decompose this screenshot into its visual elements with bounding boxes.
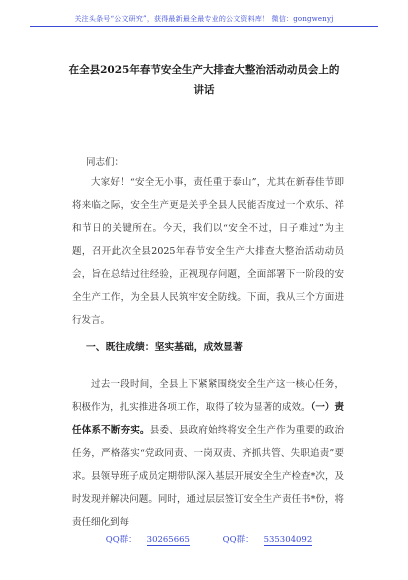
qq-group-2-number[interactable]: 535304092 [263,535,313,545]
paragraph-responsibility: 县委、县政府始终将安全生产作为重要的政治任务，严格落实“党政同责、一岗双责、齐抓共管、失职追责”要求。县领导班子成员定期带队深入基层开展安全生产检查*次，及时发现并解决问题。同时，通过层层签订安全生产责任书*份，将责任细化到每 [72,425,344,528]
footer-banner [0,533,408,545]
paragraph-achievements: 过去一段时间，全县上下紧紧围绕安全生产这一核心任务，积极作为，扎实推进各项工作，取得了较为显著的成效。 [72,379,344,413]
title-line-1: 在全县2025年春节安全生产大排查大整治活动动员会上的 [68,64,340,76]
qq-group-1-number[interactable]: 30265665 [146,535,190,545]
header-divider [30,26,378,27]
qq-group-2: QQ群： 535304092 [222,535,313,545]
salutation: 同志们： [86,157,125,168]
header-banner: 关注头条号“公文研究”，获得最新最全最专业的公文资料库！ 微信：gongwenyj [74,15,334,23]
subsection-heading-1: （一）责任体系不断夯实。 [72,402,344,436]
title-line-2: 讲话 [193,84,215,96]
qq-group-1: QQ群： 30265665 [105,535,190,545]
paragraph-intro: 大家好！“安全无小事，责任重于泰山”，尤其在新春佳节即将来临之际，安全生产更是关乎全县人民能否度过一个欢乐、祥和节日的关键所在。今天，我们以“安全不过，日子难过”为主题，召开此次全县2025年春节安全生产大排查大整治活动动员会，旨在总结过往经验，正视现存问题，全面部署下一阶段的安全生产工作，为全县人民筑牢安全防线。下面，我从三个方面进行发言。 [72,177,344,326]
paragraph-body [72,373,344,534]
section-heading-1: 一、既往成绩：坚实基础，成效显著 [86,342,243,353]
document-title [30,60,378,100]
